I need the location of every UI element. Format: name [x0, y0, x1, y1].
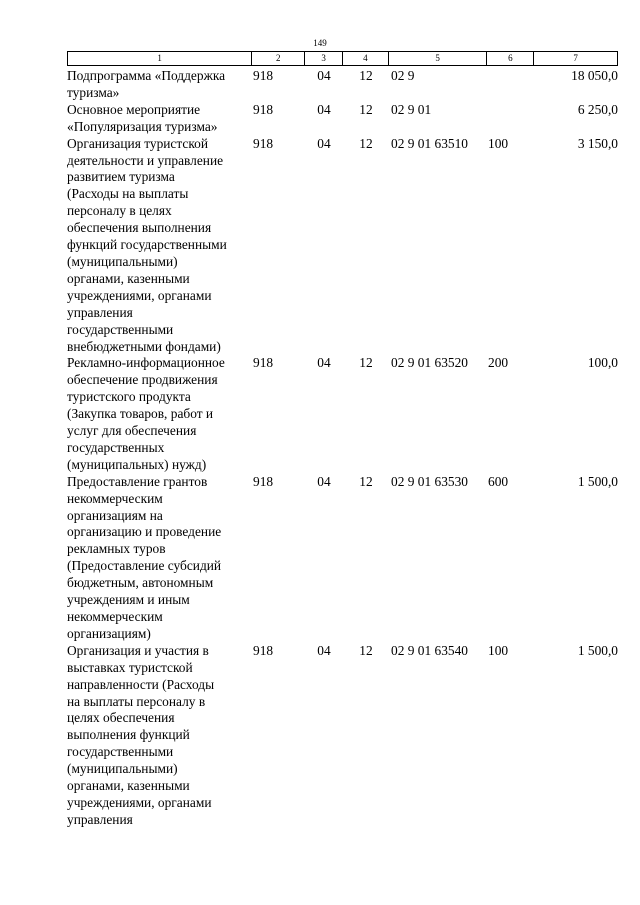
row-name: Организация туристской деятельности и управление развитием туризма (Расходы на выплаты персоналу в целях обеспечения выполнения функций государственными (муниципальными) органами, казенными учреждениями, органами управления государственными внебюджетными фондами): [67, 135, 227, 354]
table-row: [67, 68, 618, 102]
row-subsection-code: 12: [359, 642, 373, 658]
row-name: Основное мероприятие «Популяризация туризма»: [67, 101, 218, 134]
row-name: Рекламно-информационное обеспечение продвижения туристского продукта (Закупка товаров, работ и услуг для обеспечения государственных (муниципальных) нужд): [67, 355, 225, 472]
table-body: [67, 68, 618, 829]
row-amount: 6 250,0: [577, 101, 618, 117]
row-target-article: 02 9 01 63510: [391, 135, 468, 151]
row-subsection-code: 12: [359, 101, 373, 117]
row-ministry-code: 918: [253, 135, 274, 151]
row-expense-type: 100: [488, 642, 509, 658]
table-row: [67, 102, 618, 136]
table-row: [67, 136, 618, 356]
row-amount: 1 500,0: [577, 642, 618, 658]
row-expense-type: 600: [488, 473, 509, 489]
row-target-article: 02 9 01 63530: [391, 473, 468, 489]
header-col-5: 5: [389, 52, 488, 65]
row-section-code: 04: [317, 473, 331, 489]
row-ministry-code: 918: [253, 642, 274, 658]
row-section-code: 04: [317, 642, 331, 658]
row-section-code: 04: [317, 68, 331, 83]
row-name: Подпрограмма «Поддержка туризма»: [67, 68, 226, 100]
row-name: Организация и участия в выставках туристской направленности (Расходы на выплаты персоналу в целях обеспечения выполнения функций государственными (муниципальными) органами, казенными учреждениями, органами управления: [67, 642, 215, 827]
header-col-4: 4: [343, 52, 389, 65]
row-section-code: 04: [317, 355, 331, 371]
header-col-3: 3: [305, 52, 343, 65]
row-ministry-code: 918: [253, 355, 274, 371]
row-amount: 18 050,0: [571, 68, 618, 83]
row-subsection-code: 12: [359, 135, 373, 151]
row-subsection-code: 12: [359, 68, 373, 83]
table-row: [67, 355, 618, 473]
row-amount: 100,0: [587, 355, 618, 371]
row-ministry-code: 918: [253, 473, 274, 489]
row-target-article: 02 9: [391, 68, 415, 83]
row-subsection-code: 12: [359, 355, 373, 371]
header-col-2: 2: [252, 52, 305, 65]
row-amount: 1 500,0: [577, 473, 618, 489]
row-ministry-code: 918: [253, 101, 274, 117]
row-section-code: 04: [317, 135, 331, 151]
row-target-article: 02 9 01 63520: [391, 355, 468, 371]
header-col-6: 6: [487, 52, 534, 65]
header-col-7: 7: [573, 53, 578, 63]
table-header-row: [67, 51, 618, 66]
header-col-1: 1: [68, 52, 252, 65]
row-name: Предоставление грантов некоммерческим организациям на организацию и проведение рекламных туров (Предоставление субсидий бюджетным, автономным учреждениям и иным некоммерческим организациям): [67, 473, 222, 641]
row-target-article: 02 9 01: [391, 101, 432, 117]
table-row: [67, 474, 618, 643]
row-expense-type: 100: [488, 135, 509, 151]
row-section-code: 04: [317, 101, 331, 117]
row-target-article: 02 9 01 63540: [391, 642, 468, 658]
row-expense-type: 200: [488, 355, 509, 371]
row-ministry-code: 918: [253, 68, 274, 83]
row-subsection-code: 12: [359, 473, 373, 489]
page-number: 149: [313, 38, 327, 48]
row-amount: 3 150,0: [577, 135, 618, 151]
table-row: [67, 643, 618, 829]
